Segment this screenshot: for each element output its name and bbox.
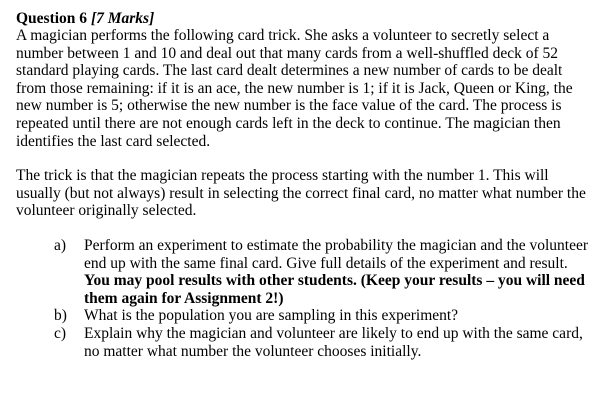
question-number: Question 6 xyxy=(16,10,88,27)
part-b xyxy=(54,307,594,325)
question-marks: [7 Marks] xyxy=(90,10,155,27)
question-heading xyxy=(16,10,609,27)
part-c-marker: c) xyxy=(54,324,67,342)
part-a-bold-pool: You may pool results with other students. xyxy=(84,272,357,290)
question-parts-list xyxy=(16,237,594,360)
part-a-marker: a) xyxy=(54,236,67,254)
part-a-bold-keep: (Keep your results – you will need them again for Assignment 2!) xyxy=(84,272,585,307)
part-b-text: What is the population you are sampling in this experiment? xyxy=(84,307,459,325)
part-b-marker: b) xyxy=(54,307,67,325)
part-a xyxy=(54,237,594,307)
paragraph-trick: The trick is that the magician repeats the process starting with the number 1. This will usually (but not always) result in selecting the correct final card, no matter what number the volunteer originally selected. xyxy=(16,167,586,220)
part-c xyxy=(54,325,594,360)
part-c-text: Explain why the magician and volunteer are likely to end up with the same card, no matter what number the volunteer chooses initially. xyxy=(84,324,583,360)
part-a-text: Perform an experiment to estimate the probability the magician and the volunteer end up with the same final card. Give full details of the experiment and result. xyxy=(84,236,589,272)
paragraph-intro: A magician performs the following card trick. She asks a volunteer to secretly select a number between 1 and 10 and deal out that many cards from a well-shuffled deck of 52 standard playing cards. The last card dealt determines a new number of cards to be dealt from those remaining: if it is an ace, the new number is 1; if it is Jack, Queen or King, the new number is 5; otherwise the new number is the face value of the card. The process is repeated until there are not enough cards left in the deck to continue. The magician then identifies the last card selected. xyxy=(16,27,573,150)
